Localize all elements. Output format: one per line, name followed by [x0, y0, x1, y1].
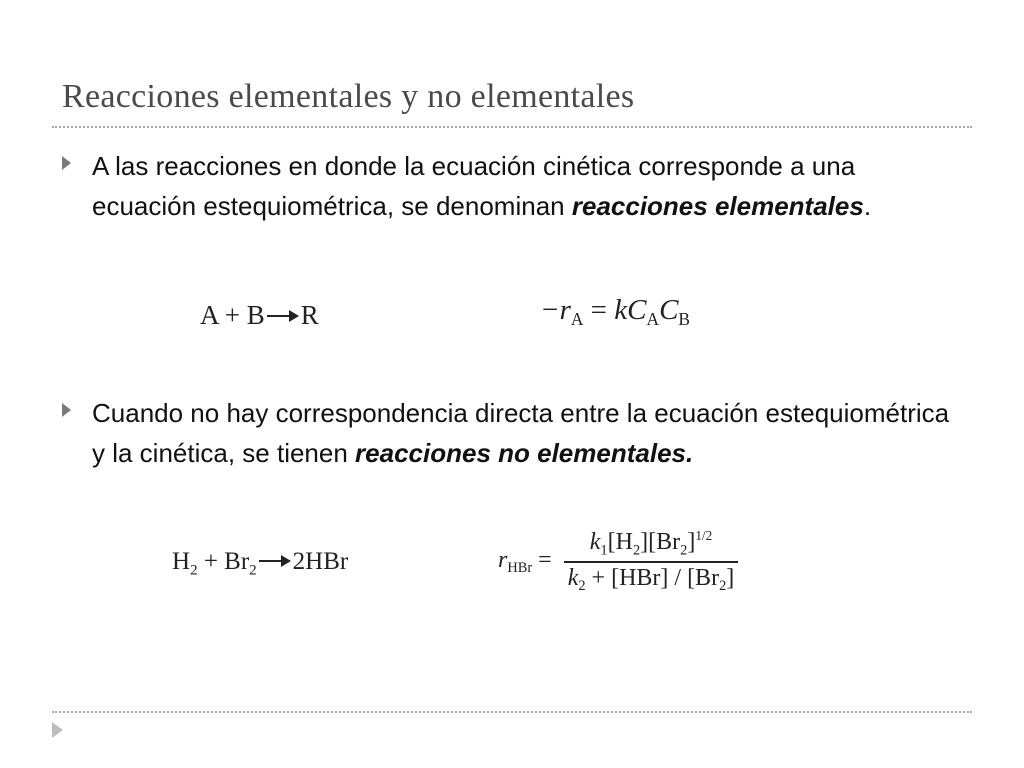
bullet-emphasis: reacciones elementales — [571, 191, 864, 221]
triangle-right-icon — [62, 403, 71, 417]
fraction-numerator: $k_1[H_2][Br_2]^{1/2}$ — [564, 528, 739, 563]
rate-fraction — [564, 528, 739, 595]
slide-title: Reacciones elementales y no elementales — [62, 78, 635, 115]
title-divider — [52, 126, 972, 128]
triangle-right-icon — [62, 156, 71, 170]
bullet-text: Cuando no hay correspondencia directa entre la ecuación estequiométrica y la cinética, se tienen reacciones no elementales. — [92, 398, 950, 468]
elemental-reaction-equation: A + B R — [200, 300, 319, 330]
bullet-emphasis: reacciones no elementales. — [355, 438, 694, 468]
bullet-text: A las reacciones en donde la ecuación cinética corresponde a una ecuación estequiométrica, se denominan reacciones elementales. — [92, 151, 872, 221]
footer-divider — [52, 711, 972, 713]
elemental-rate-equation: $-r_A = kC_AC_B$ — [540, 294, 691, 330]
nonelemental-rate-equation: $r_{HBr}$ = $\frac{k_1[H_2][Br_2]^{1/2}}{k_2 + [HBr] / [Br_2]}$ — [498, 528, 738, 595]
reaction-arrow-icon — [267, 315, 297, 317]
fraction-denominator: $k_2 + [HBr] / [Br_2]$ — [567, 565, 735, 595]
nonelemental-reaction-equation: $H_2 + Br_2$ 2HBr — [172, 548, 349, 579]
reaction-arrow-icon — [259, 560, 289, 562]
triangle-right-icon — [52, 722, 63, 738]
